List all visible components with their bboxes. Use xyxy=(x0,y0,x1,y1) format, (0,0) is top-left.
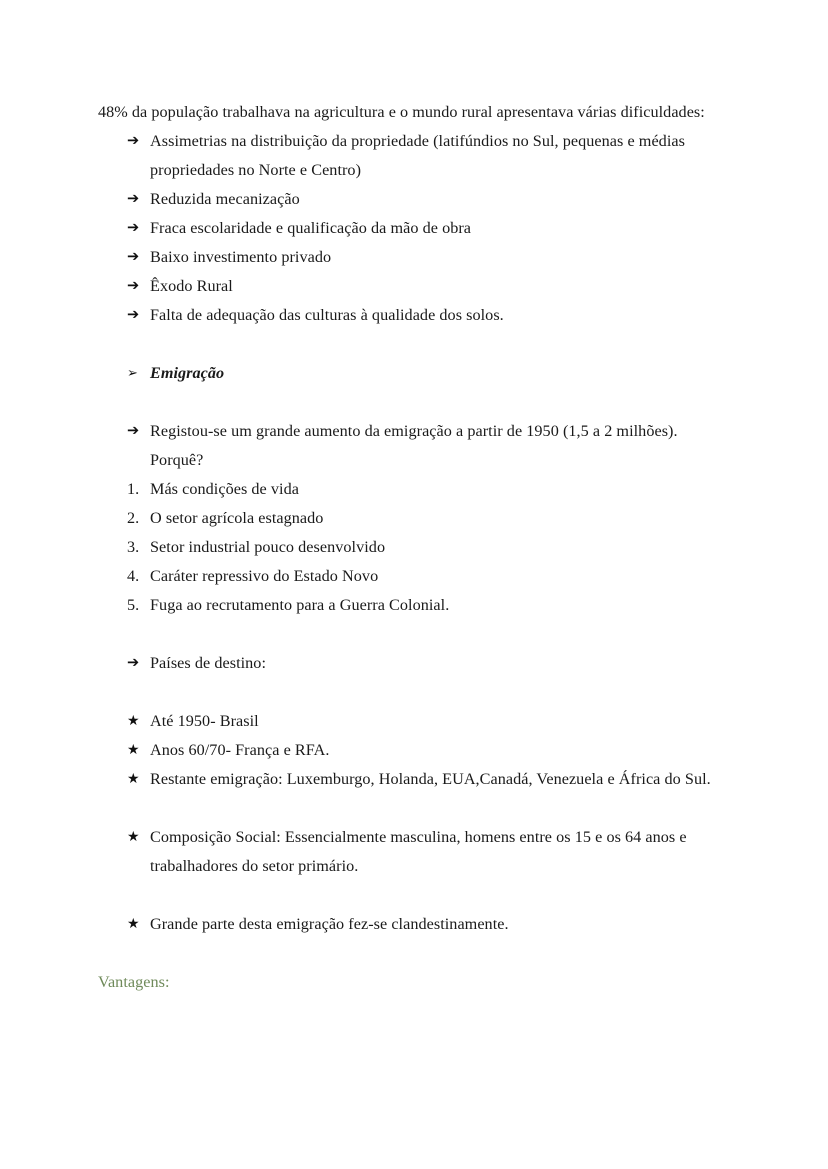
list-item xyxy=(98,562,722,591)
list-item xyxy=(98,475,722,504)
difficulties-list xyxy=(98,127,722,330)
list-item-label: Grande parte desta emigração fez-se clandestinamente. xyxy=(150,915,509,933)
list-item xyxy=(98,301,722,330)
clandestine-list xyxy=(98,910,722,939)
list-item-label: Baixo investimento privado xyxy=(150,248,332,266)
list-item xyxy=(98,243,722,272)
star-icon: ★ xyxy=(127,829,140,845)
list-number: 4. xyxy=(127,567,140,585)
list-item xyxy=(98,185,722,214)
intro-paragraph: 48% da população trabalhava na agricultura e o mundo rural apresentava várias dificuldades: xyxy=(98,103,705,121)
list-item-label: Êxodo Rural xyxy=(150,277,233,295)
chevron-right-icon: ➢ xyxy=(127,366,138,381)
list-item-label: Restante emigração: Luxemburgo, Holanda, EUA,Canadá, Venezuela e África do Sul. xyxy=(150,770,711,788)
list-item-label: Composição Social: Essencialmente masculina, homens entre os 15 e os 64 anos e trabalhadores do setor primário. xyxy=(150,828,687,875)
list-item-label: Caráter repressivo do Estado Novo xyxy=(150,567,379,585)
list-item xyxy=(98,591,722,620)
arrow-right-icon: ➔ xyxy=(127,278,140,294)
list-item xyxy=(98,823,722,881)
arrow-right-icon: ➔ xyxy=(127,191,140,207)
list-item xyxy=(98,504,722,533)
spacer xyxy=(98,881,722,910)
advantages-heading: Vantagens: xyxy=(98,973,170,991)
list-item xyxy=(98,533,722,562)
spacer xyxy=(98,388,722,417)
arrow-right-icon: ➔ xyxy=(127,220,140,236)
list-item xyxy=(98,127,722,185)
list-item xyxy=(98,707,722,736)
list-item-label: Países de destino: xyxy=(150,654,266,672)
list-item xyxy=(98,272,722,301)
list-item-label: Registou-se um grande aumento da emigração a partir de 1950 (1,5 a 2 milhões). Porquê? xyxy=(150,422,678,469)
arrow-right-icon: ➔ xyxy=(127,307,140,323)
list-item-label: Reduzida mecanização xyxy=(150,190,300,208)
destinations-heading-list xyxy=(98,649,722,678)
social-composition-list xyxy=(98,823,722,881)
spacer xyxy=(98,620,722,649)
list-item xyxy=(98,214,722,243)
arrow-right-icon: ➔ xyxy=(127,423,140,439)
list-item xyxy=(98,649,722,678)
star-icon: ★ xyxy=(127,916,140,932)
list-item-label: Até 1950- Brasil xyxy=(150,712,259,730)
star-icon: ★ xyxy=(127,771,140,787)
spacer xyxy=(98,794,722,823)
spacer xyxy=(98,939,722,968)
spacer xyxy=(98,330,722,359)
list-item-label: Assimetrias na distribuição da propriedade (latifúndios no Sul, pequenas e médias propriedades no Norte e Centro) xyxy=(150,132,685,179)
list-item xyxy=(98,736,722,765)
list-number: 5. xyxy=(127,596,140,614)
list-item-label: Fraca escolaridade e qualificação da mão de obra xyxy=(150,219,472,237)
arrow-right-icon: ➔ xyxy=(127,249,140,265)
list-item-label: O setor agrícola estagnado xyxy=(150,509,324,527)
list-item xyxy=(98,417,722,475)
emigration-heading-list xyxy=(98,359,722,388)
section-heading-label: Emigração xyxy=(150,364,225,382)
list-item-label: Setor industrial pouco desenvolvido xyxy=(150,538,386,556)
list-number: 1. xyxy=(127,480,140,498)
star-icon: ★ xyxy=(127,713,140,729)
destinations-list xyxy=(98,707,722,794)
list-item-label: Anos 60/70- França e RFA. xyxy=(150,741,330,759)
arrow-right-icon: ➔ xyxy=(127,133,140,149)
arrow-right-icon: ➔ xyxy=(127,655,140,671)
emigration-intro-list xyxy=(98,417,722,475)
spacer xyxy=(98,678,722,707)
list-number: 2. xyxy=(127,509,140,527)
list-item xyxy=(98,910,722,939)
list-item xyxy=(98,765,722,794)
document-body xyxy=(98,98,722,997)
section-heading-emigration xyxy=(98,359,722,388)
list-item-label: Más condições de vida xyxy=(150,480,299,498)
list-number: 3. xyxy=(127,538,140,556)
list-item-label: Falta de adequação das culturas à qualidade dos solos. xyxy=(150,306,504,324)
star-icon: ★ xyxy=(127,742,140,758)
list-item-label: Fuga ao recrutamento para a Guerra Colonial. xyxy=(150,596,450,614)
reasons-numbered-list xyxy=(98,475,722,620)
